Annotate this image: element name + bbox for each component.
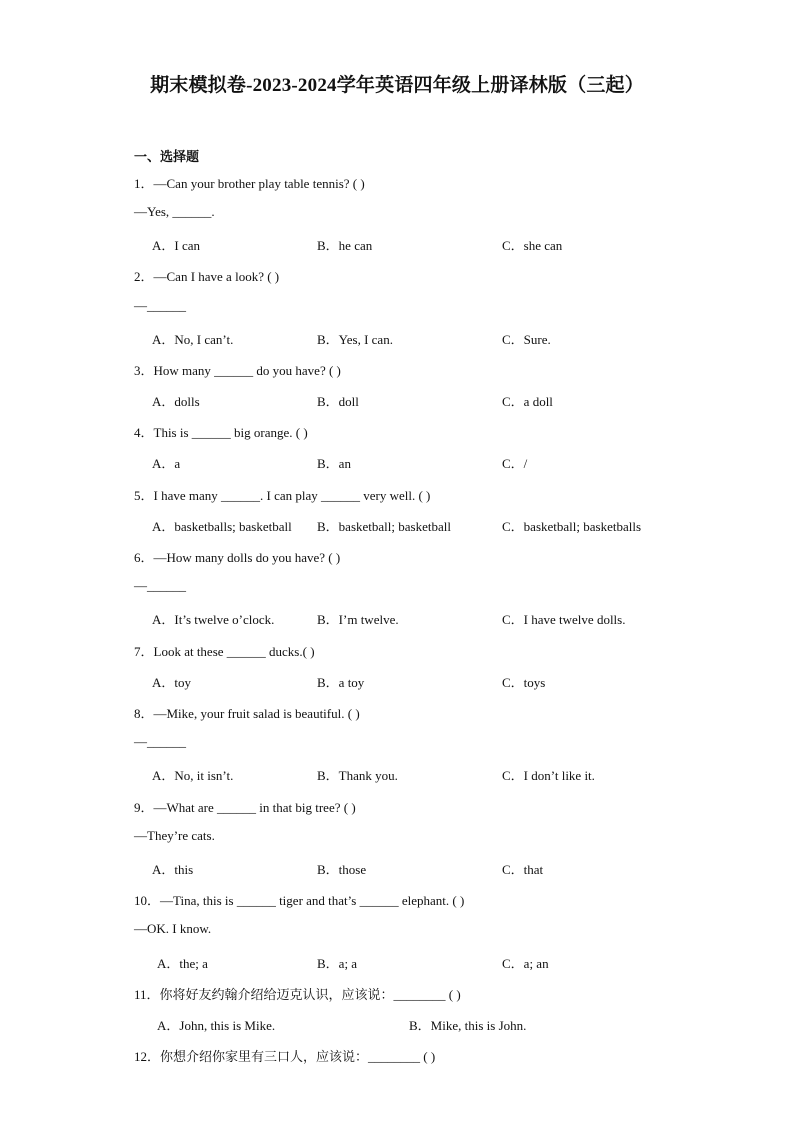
question-1-option-a[interactable]: A．I can [152,238,201,253]
question-6-option-c[interactable]: C．I have twelve dolls. [502,612,626,627]
question-8-option-c[interactable]: C．I don’t like it. [502,768,595,783]
question-12-stem: 12．你想介绍你家里有三口人，应该说：________ ( ) [134,1049,436,1064]
question-9-option-a[interactable]: A．this [152,862,194,877]
question-6-option-a[interactable]: A．It’s twelve o’clock. [152,612,275,627]
question-4-option-c[interactable]: C．/ [502,456,528,471]
question-5-option-b[interactable]: B．basketball; basketball [317,519,451,534]
question-8-option-a[interactable]: A．No, it isn’t. [152,768,234,783]
question-1-dialogue: —Yes, ______. [134,204,215,219]
question-4-option-b[interactable]: B．an [317,456,351,471]
question-8-option-b[interactable]: B．Thank you. [317,768,398,783]
question-9-dialogue: —They’re cats. [134,828,215,843]
question-5-stem: 5．I have many ______. I can play ______ very well. ( ) [134,488,431,503]
question-11-option-a[interactable]: A．John, this is Mike. [157,1018,276,1033]
question-10-option-c[interactable]: C．a; an [502,956,549,971]
question-6-option-b[interactable]: B．I’m twelve. [317,612,399,627]
question-10-option-a[interactable]: A．the; a [157,956,208,971]
question-2-stem: 2．—Can I have a look? ( ) [134,269,280,284]
question-6-stem: 6．—How many dolls do you have? ( ) [134,550,341,565]
question-10-option-b[interactable]: B．a; a [317,956,358,971]
question-3-stem: 3．How many ______ do you have? ( ) [134,363,341,378]
question-8-dialogue: —______ [134,734,186,749]
question-7-option-c[interactable]: C．toys [502,675,546,690]
question-7-stem: 7．Look at these ______ ducks.( ) [134,644,315,659]
question-2-option-a[interactable]: A．No, I can’t. [152,332,234,347]
question-1-stem: 1．—Can your brother play table tennis? ( ) [134,176,365,191]
question-3-option-a[interactable]: A．dolls [152,394,200,409]
question-2-option-b[interactable]: B．Yes, I can. [317,332,393,347]
question-9-option-c[interactable]: C．that [502,862,544,877]
section-heading: 一、选择题 [134,149,200,164]
question-11-option-b[interactable]: B．Mike, this is John. [409,1018,527,1033]
question-7-option-b[interactable]: B．a toy [317,675,365,690]
question-5-option-c[interactable]: C．basketball; basketballs [502,519,642,534]
question-10-stem: 10．—Tina, this is ______ tiger and that’s ______ elephant. ( ) [134,893,465,908]
question-4-option-a[interactable]: A．a [152,456,181,471]
question-2-option-c[interactable]: C．Sure. [502,332,551,347]
question-7-option-a[interactable]: A．toy [152,675,192,690]
question-4-stem: 4．This is ______ big orange. ( ) [134,425,308,440]
question-8-stem: 8．—Mike, your fruit salad is beautiful. ( ) [134,706,360,721]
page-title: 期末模拟卷-2023-2024学年英语四年级上册译林版（三起） [150,75,644,96]
question-10-dialogue: —OK. I know. [134,921,212,936]
question-1-option-b[interactable]: B．he can [317,238,373,253]
question-5-option-a[interactable]: A．basketballs; basketball [152,519,292,534]
question-3-option-b[interactable]: B．doll [317,394,359,409]
question-9-stem: 9．—What are ______ in that big tree? ( ) [134,800,356,815]
question-3-option-c[interactable]: C．a doll [502,394,553,409]
question-9-option-b[interactable]: B．those [317,862,367,877]
question-2-dialogue: —______ [134,298,186,313]
question-1-option-c[interactable]: C．she can [502,238,563,253]
question-6-dialogue: —______ [134,578,186,593]
question-11-stem: 11．你将好友约翰介绍给迈克认识，应该说：________ ( ) [134,987,461,1002]
